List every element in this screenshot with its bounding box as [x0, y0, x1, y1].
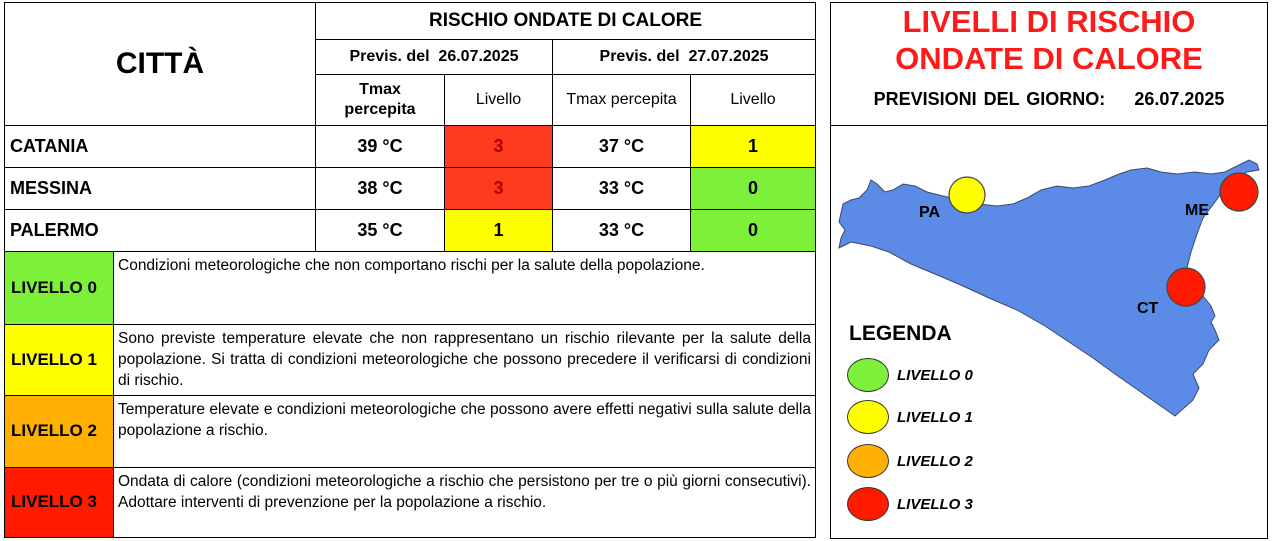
legend-item-level1	[847, 400, 973, 434]
risk-levels-header	[830, 2, 1268, 126]
green-circle-icon	[847, 358, 889, 392]
panel-title-line1: LIVELLI DI RISCHIO	[902, 4, 1196, 39]
level-day1: 1	[445, 210, 553, 252]
panel-title-line2: ONDATE DI CALORE	[895, 41, 1203, 76]
tmax-day2: 33 °C	[553, 210, 691, 252]
level0-label: LIVELLO 0	[5, 251, 114, 324]
list-item	[5, 467, 816, 537]
level2-description: Temperature elevate e condizioni meteorologiche che possono avere effetti negativi sulla salute della popolazione a rischio.	[114, 395, 816, 467]
list-item	[5, 251, 816, 324]
red-circle-icon	[847, 487, 889, 521]
tmax-day1: 38 °C	[316, 168, 445, 210]
legend-label: LIVELLO 3	[897, 495, 973, 513]
level2-label: LIVELLO 2	[5, 395, 114, 467]
legend-item-level0	[847, 358, 973, 392]
level1-description: Sono previste temperature elevate che non rappresentano un rischio rilevante per la salute della popolazione. Si tratta di condizioni meteorologiche che possono precedere il verificarsi di condizioni di rischio.	[114, 324, 816, 395]
catania-marker	[1167, 268, 1205, 306]
level-day2: 0	[691, 168, 816, 210]
forecast-day1-header	[316, 40, 553, 75]
legend-item-level3	[847, 487, 973, 521]
level3-description: Ondata di calore (condizioni meteorologiche a rischio che persistono per tre o più giorni consecutivi). Adottare interventi di prevenzione per la popolazione a rischio.	[114, 467, 816, 537]
orange-circle-icon	[847, 444, 889, 478]
forecast-day-date: 26.07.2025	[1134, 89, 1225, 109]
legend-title: LEGENDA	[849, 322, 952, 345]
palermo-marker	[949, 177, 985, 213]
messina-marker	[1220, 173, 1258, 211]
table-row	[5, 210, 816, 252]
col-livello-day2: Livello	[691, 75, 816, 126]
legend-label: LIVELLO 0	[897, 366, 973, 384]
level-day2: 1	[691, 126, 816, 168]
heat-risk-table-panel	[4, 2, 815, 539]
col-tmax-day1: Tmax percepita	[316, 75, 445, 126]
level0-description: Condizioni meteorologiche che non comportano rischi per la salute della popolazione.	[114, 251, 816, 324]
sicily-map-panel	[830, 126, 1268, 539]
tmax-day1: 35 °C	[316, 210, 445, 252]
heat-risk-table	[4, 2, 816, 252]
map-label-ct: CT	[1137, 300, 1159, 317]
forecast-day2-header	[553, 40, 816, 75]
forecast-day1-date: 26.07.2025	[438, 48, 519, 65]
forecast-day1-label: Previs. del	[349, 48, 430, 65]
col-tmax-day2: Tmax percepita	[553, 75, 691, 126]
col-livello-day1: Livello	[445, 75, 553, 126]
level-day2: 0	[691, 210, 816, 252]
table-row	[5, 126, 816, 168]
citta-header: CITTÀ	[5, 3, 316, 126]
level1-label: LIVELLO 1	[5, 324, 114, 395]
map-label-me: ME	[1185, 202, 1209, 219]
forecast-day2-date: 27.07.2025	[688, 48, 769, 65]
tmax-day2: 37 °C	[553, 126, 691, 168]
list-item	[5, 324, 816, 395]
city-catania: CATANIA	[5, 126, 316, 168]
forecast-day-line	[831, 89, 1267, 110]
legend-item-level2	[847, 444, 973, 478]
tmax-day2: 33 °C	[553, 168, 691, 210]
legend-label: LIVELLO 2	[897, 452, 973, 470]
table-row	[5, 168, 816, 210]
legend-label: LIVELLO 1	[897, 408, 973, 426]
level3-label: LIVELLO 3	[5, 467, 114, 537]
level-day1: 3	[445, 168, 553, 210]
city-palermo: PALERMO	[5, 210, 316, 252]
city-messina: MESSINA	[5, 168, 316, 210]
map-label-pa: PA	[919, 204, 941, 221]
level-day1: 3	[445, 126, 553, 168]
forecast-day-label: PREVISIONI DEL GIORNO:	[873, 89, 1106, 109]
yellow-circle-icon	[847, 400, 889, 434]
list-item	[5, 395, 816, 467]
forecast-day2-label: Previs. del	[599, 48, 680, 65]
level-descriptions	[4, 251, 816, 538]
tmax-day1: 39 °C	[316, 126, 445, 168]
table-title: RISCHIO ONDATE DI CALORE	[316, 3, 816, 40]
